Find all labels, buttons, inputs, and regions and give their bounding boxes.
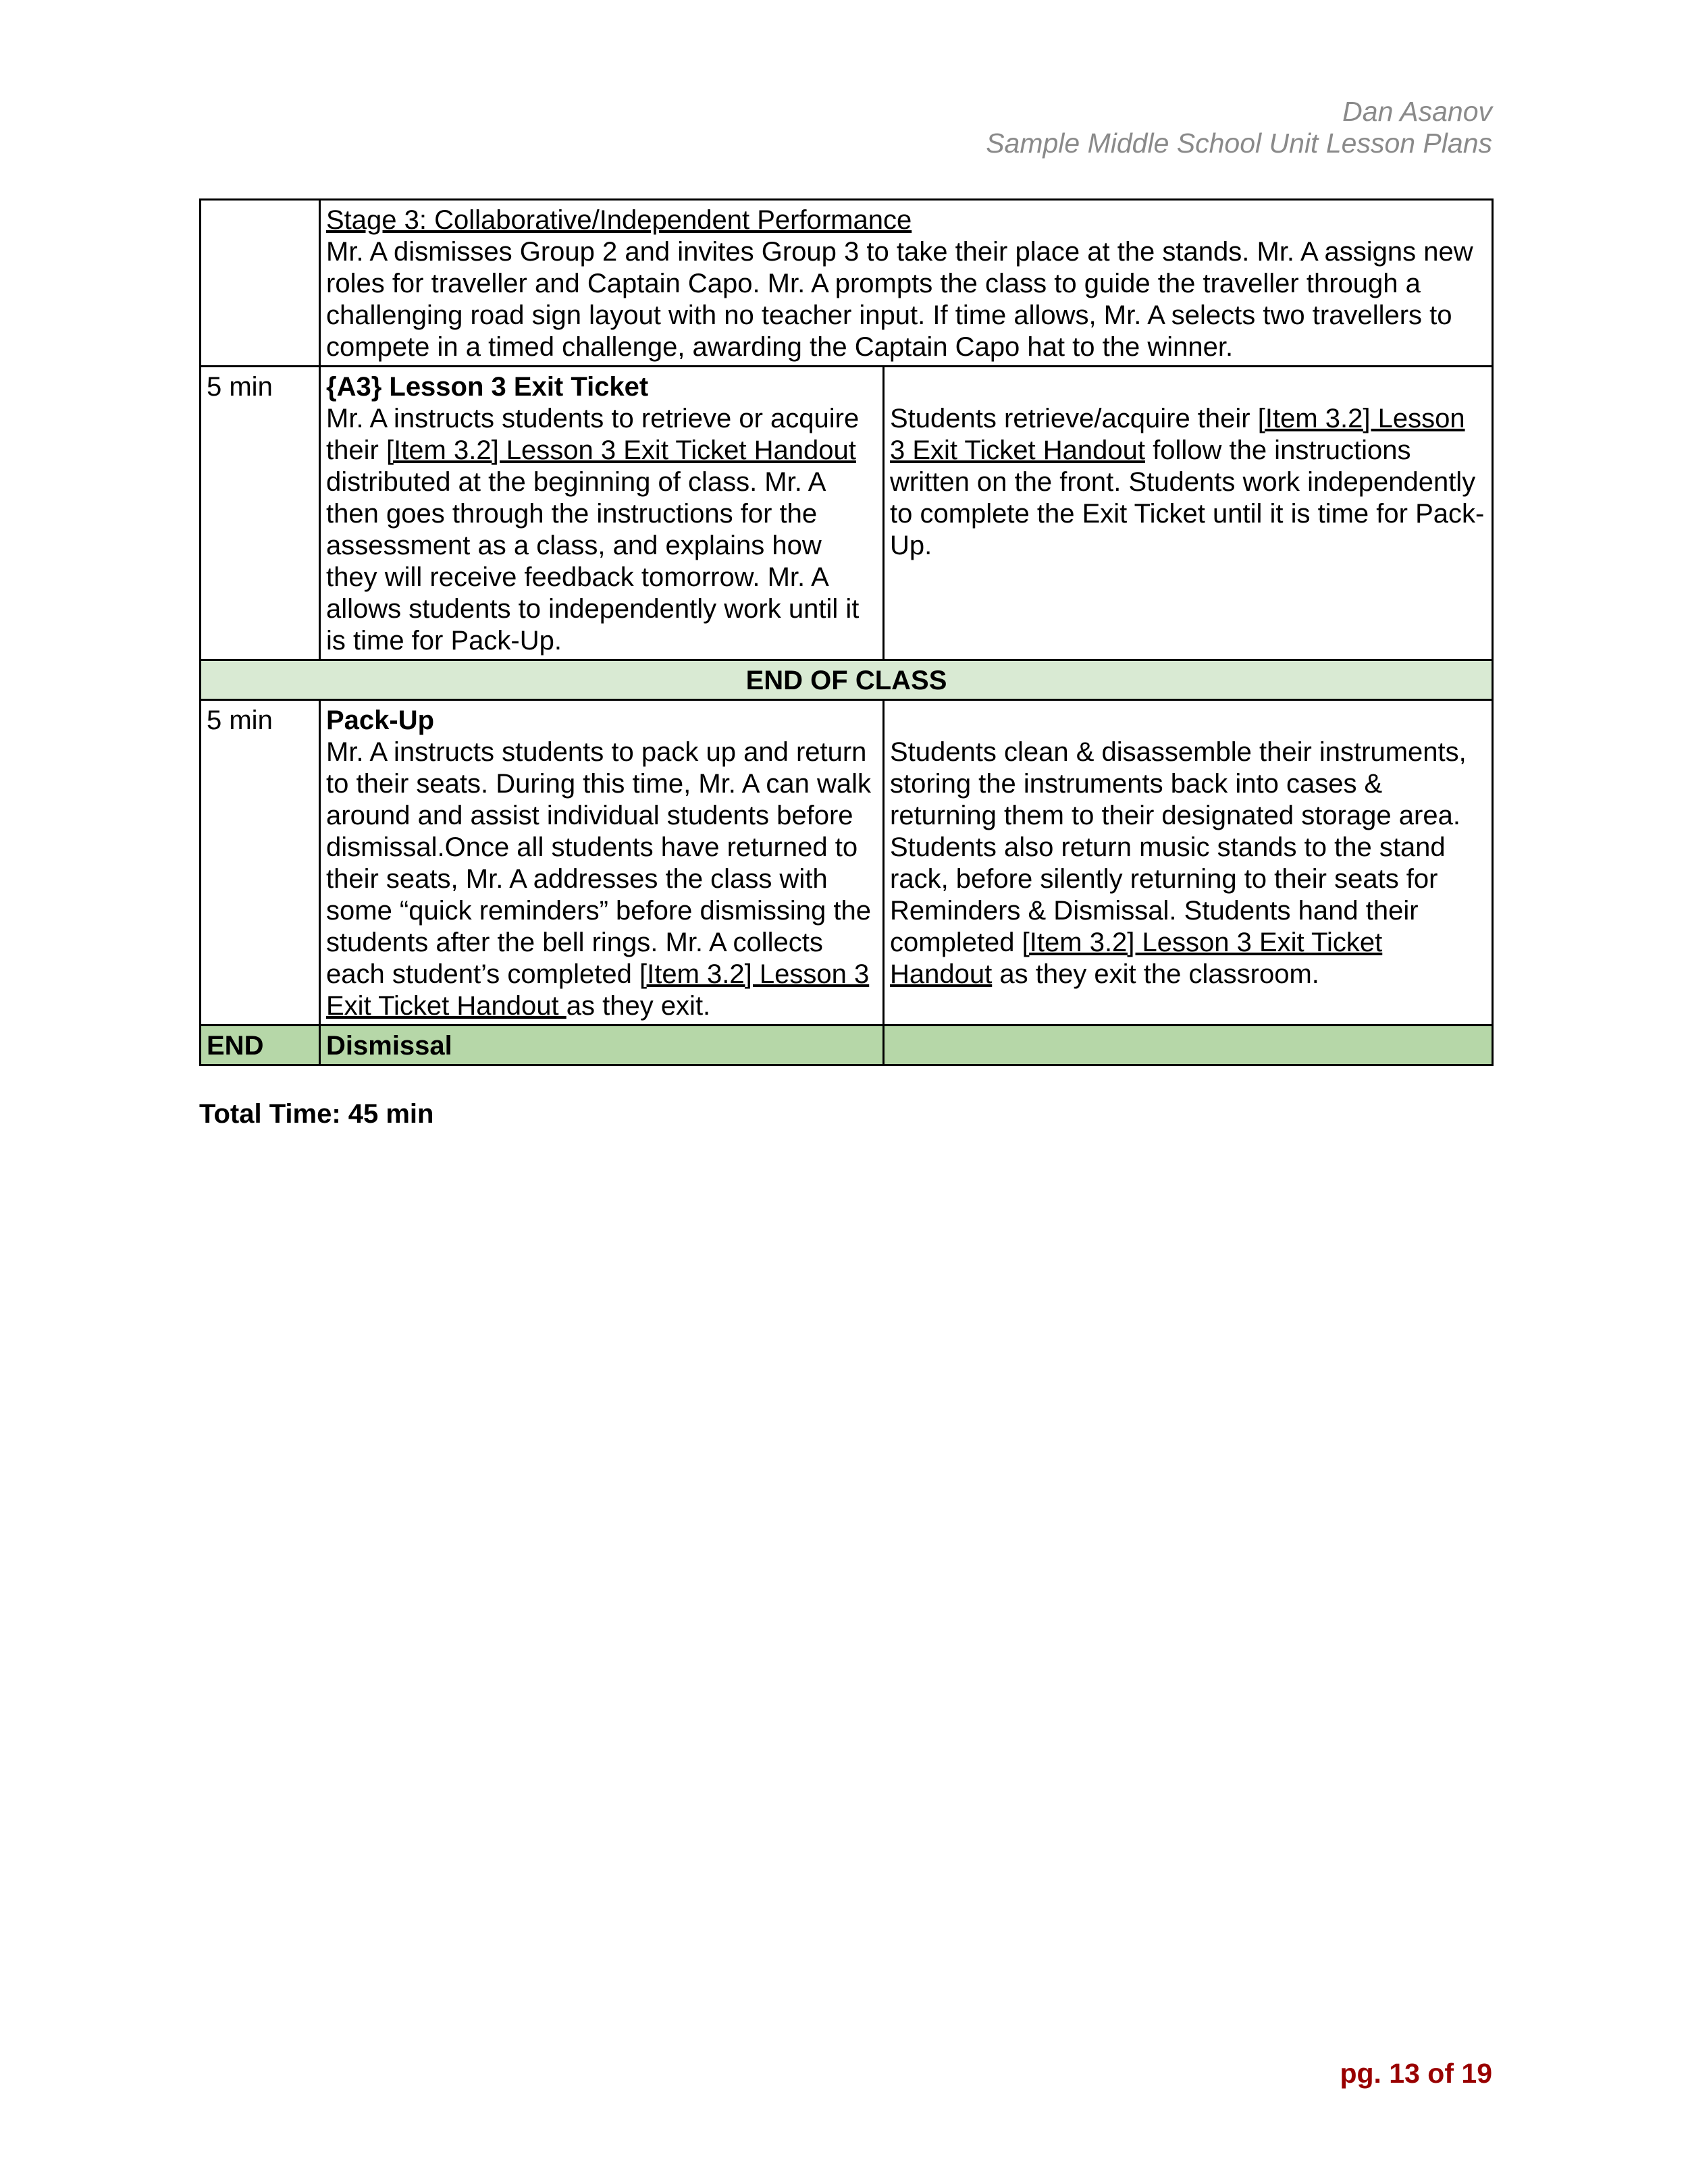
- teacher-text: Mr. A instructs students to pack up and return to their seats. During this time, Mr. A can walk around and assist individual students before dismissal.Once all students have returned to their seats, Mr. A addresses the class with some “quick reminders” before dismissing the students after the bell rings. Mr. A collects each student’s completed: [326, 737, 871, 989]
- stage3-cell: [320, 200, 1493, 367]
- time-cell: 5 min: [201, 367, 320, 660]
- header-author: Dan Asanov: [1342, 96, 1492, 127]
- student-text: Students retrieve/acquire their: [890, 404, 1258, 433]
- student-text: as they exit the classroom.: [992, 959, 1319, 989]
- lesson-plan-table: [199, 198, 1494, 1066]
- teacher-cell: [320, 367, 884, 660]
- handout-link[interactable]: [Item 3.2] Lesson 3 Exit Ticket Handout: [890, 928, 1383, 989]
- table-row: [201, 700, 1493, 1026]
- time-cell: 5 min: [201, 700, 320, 1026]
- table-row: [201, 367, 1493, 660]
- stage3-text: Mr. A dismisses Group 2 and invites Group 3 to take their place at the stands. Mr. A assigns new roles for traveller and Captain Capo. Mr. A prompts the class to guide the traveller through a challenging road sign layout with no teacher input. If time allows, Mr. A selects two travellers to compete in a timed challenge, awarding the Captain Capo hat to the winner.: [326, 237, 1473, 362]
- handout-link[interactable]: [Item 3.2] Lesson 3 Exit Ticket Handout: [386, 435, 856, 465]
- stage3-heading: Stage 3: Collaborative/Independent Performance: [326, 205, 912, 235]
- teacher-cell: [320, 700, 884, 1026]
- student-text: Students clean & disassemble their instruments, storing the instruments back into cases & returning them to their designated storage area. Students also return music stands to the stand rack, before silently returning to their seats for Reminders & Dismissal. Students hand their completed: [890, 737, 1467, 957]
- time-cell: [201, 200, 320, 367]
- end-title-cell: Dismissal: [320, 1026, 884, 1065]
- end-of-class-label: END OF CLASS: [201, 660, 1493, 700]
- teacher-text: distributed at the beginning of class. Mr. A then goes through the instructions for the assessment as a class, and explains how they will receive feedback tomorrow. Mr. A allows students to independently work until it is time for Pack-Up.: [326, 467, 860, 656]
- table-row: [201, 200, 1493, 367]
- teacher-text: Mr. A instructs students to retrieve or acquire their: [326, 404, 860, 465]
- end-time-cell: END: [201, 1026, 320, 1065]
- handout-link[interactable]: [Item 3.2] Lesson 3 Exit Ticket Handout: [890, 404, 1465, 465]
- end-empty-cell: [884, 1026, 1493, 1065]
- handout-link[interactable]: [Item 3.2] Lesson 3 Exit Ticket Handout: [326, 959, 870, 1021]
- activity-title: {A3} Lesson 3 Exit Ticket: [326, 372, 649, 402]
- end-row: [201, 1026, 1493, 1065]
- teacher-text: as they exit.: [566, 991, 711, 1021]
- total-time: Total Time: 45 min: [199, 1099, 434, 1129]
- page-number: pg. 13 of 19: [1340, 2058, 1492, 2089]
- student-cell: [884, 700, 1493, 1026]
- student-cell: [884, 367, 1493, 660]
- header-doc-title: Sample Middle School Unit Lesson Plans: [986, 128, 1492, 159]
- activity-title: Pack-Up: [326, 705, 435, 735]
- end-of-class-row: [201, 660, 1493, 700]
- student-text: follow the instructions written on the front. Students work independently to complete the Exit Ticket until it is time for Pack-Up.: [890, 435, 1485, 560]
- page-header: [986, 96, 1492, 159]
